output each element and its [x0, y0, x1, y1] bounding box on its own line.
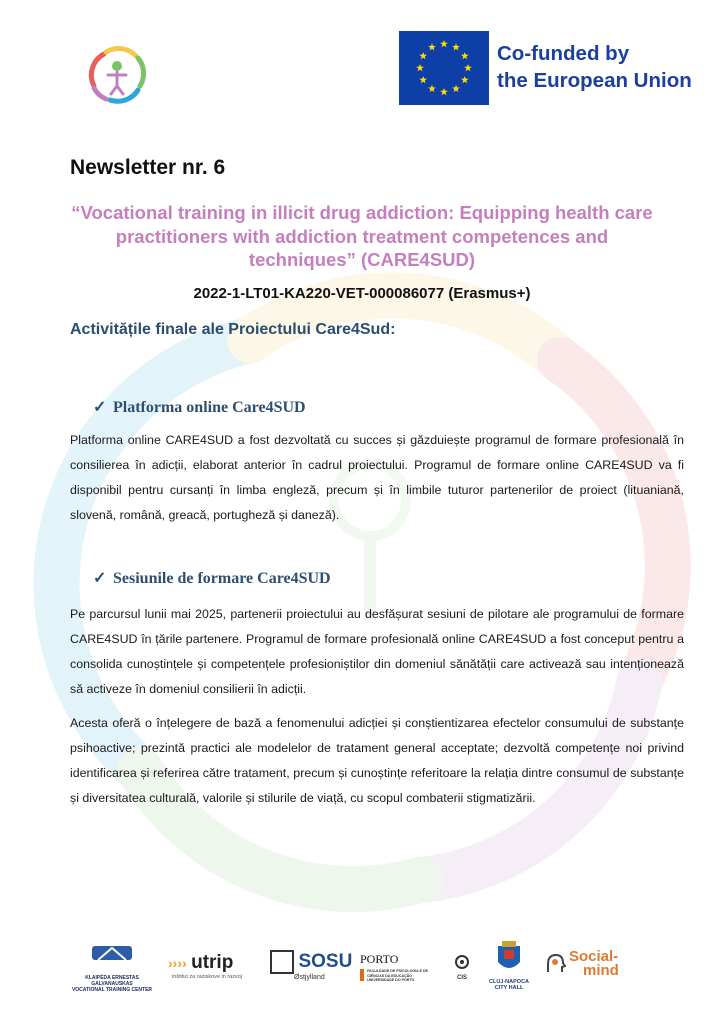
sosu-emblem-icon	[270, 950, 294, 974]
sosu-name: SOSU	[298, 951, 353, 972]
subheading-training	[93, 568, 331, 588]
section-heading: Activitățile finale ale Proiectului Care4Sud:	[70, 321, 396, 338]
eu-line-1: Co-funded by	[497, 42, 630, 65]
paragraph-platform: Platforma online CARE4SUD a fost dezvoltată cu succes și găzduiește programul de formare profesională în consilierea în adicții, elaborat anterior în cadrul proiectului. Programul de formare online CARE4SUD va fi disponibil pentru cursanți în limba engleză, precum și în limbile tuturor partenerilor de proiect (lituaniană, slovenă, română, greacă, portugheză și daneză).	[70, 433, 684, 522]
porto-name: PORTO	[360, 952, 399, 966]
porto-logo	[360, 952, 430, 1008]
subheading-platform	[93, 397, 306, 417]
project-code: 2022-1-LT01-KA220-VET-000086077 (Erasmus+)	[193, 285, 531, 302]
cluj-coat-of-arms-icon	[496, 940, 522, 974]
partner-logos	[62, 940, 662, 1000]
subheading-platform-label: Platforma online Care4SUD	[113, 399, 306, 416]
cluj-logo	[484, 940, 534, 996]
utrip-tagline: inštitut za raziskove in razvoj	[172, 974, 242, 980]
socialmind-line-2: mind	[583, 962, 619, 979]
paragraph-training-2: Acesta oferă o înțelegere de bază a fenomenului adicției și conștientizarea efectelor consumului de substanțe psihoactive; prezintă practici ale modelelor de tratament general acceptate; dezvoltă competențe noi privind identificarea și referirea către tratament, precum și cunoștințe referitoare la relația dintre consumul de substanțe și diversitatea culturală, valorile și stilurile de viață, cu scopul combaterii stigmatizării.	[70, 716, 684, 805]
newsletter-title: Newsletter nr. 6	[70, 156, 226, 179]
cis-name: CIS	[456, 975, 467, 981]
eu-cofunded-text	[497, 40, 693, 94]
sosu-subtitle: Østjylland	[294, 974, 325, 981]
utrip-name: utrip	[191, 952, 234, 973]
socialmind-line-1: Social-	[569, 948, 619, 965]
care4sud-logo	[84, 42, 150, 108]
paragraph-training-1: Pe parcursul lunii mai 2025, partenerii proiectului au desfășurat sesiuni de pilotare ale programului de formare CARE4SUD în țările partenere. Programul de formare profesională online CARE4SUD a fost conceput pentru a consolida cunoștințele și competențele profesioniștilor din domeniul sănătății care activează sau intenționează să activeze în domeniul consilierii în adicții.	[70, 607, 684, 696]
cis-emblem-icon	[454, 954, 470, 970]
sosu-logo	[270, 950, 352, 1006]
eu-flag-icon	[399, 31, 489, 105]
porto-subtitle: FACULDADE DE PSICOLOGIA E DE CIÊNCIAS DA EDUCAÇÃO UNIVERSIDADE DO PORTO	[367, 969, 429, 982]
klaipeda-line-2: VOCATIONAL TRAINING CENTER	[71, 987, 153, 993]
utrip-arrows-icon: ››››	[168, 955, 187, 971]
eu-line-2: the European Union	[497, 69, 692, 92]
subheading-training-label: Sesiunile de formare Care4SUD	[113, 570, 331, 587]
utrip-logo	[168, 952, 260, 1008]
eu-cofunded-banner	[399, 31, 694, 105]
klaipeda-line-1: KLAIPĖDA ERNESTAS GALVANAUSKAS	[85, 975, 139, 987]
socialmind-logo	[544, 950, 624, 1006]
cluj-line-2: CITY HALL	[494, 985, 524, 991]
klaipeda-logo	[68, 940, 156, 996]
cis-logo	[450, 954, 474, 1010]
klaipeda-emblem-icon	[68, 940, 156, 970]
socialmind-head-icon	[544, 952, 566, 976]
check-icon: ✓	[93, 399, 107, 416]
cluj-line-1: CLUJ-NAPOCA	[488, 979, 530, 985]
check-icon: ✓	[93, 570, 107, 587]
porto-emblem-icon	[360, 969, 364, 981]
project-subtitle: “Vocational training in illicit drug addiction: Equipping health care practitioners with addiction treatment competences and techniques” (CARE4SUD)	[71, 202, 653, 270]
